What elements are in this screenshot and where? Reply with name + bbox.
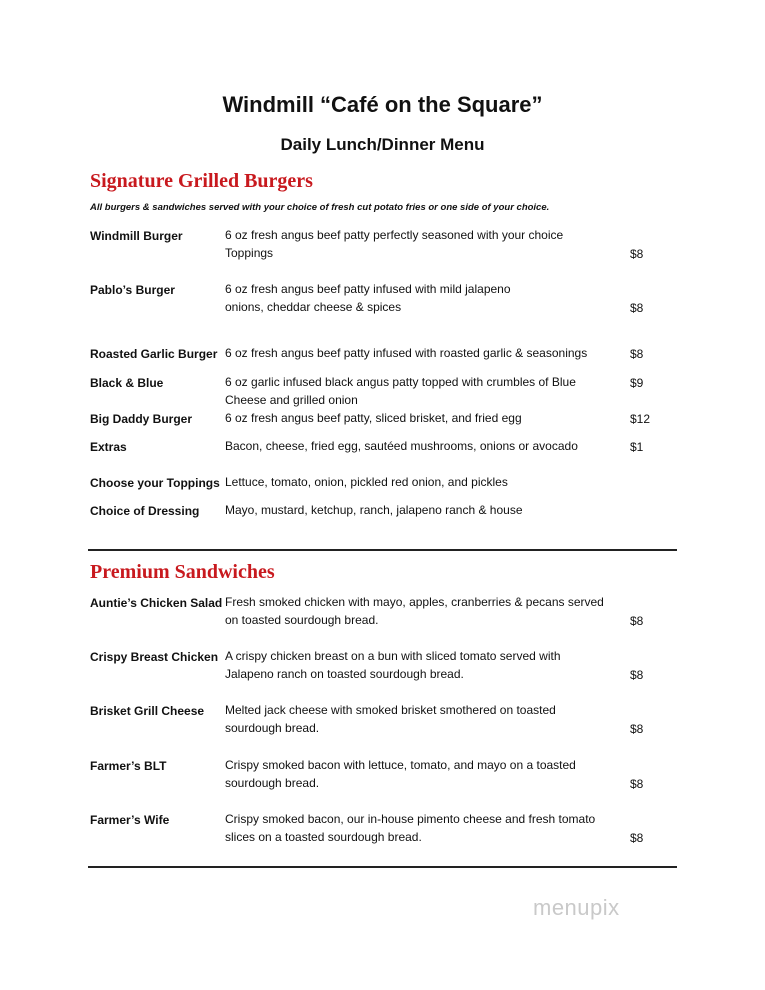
- menu-item-name: Roasted Garlic Burger: [90, 347, 218, 361]
- menu-item-description: 6 oz fresh angus beef patty perfectly seasoned with your choice Toppings: [225, 228, 564, 260]
- menu-item-description: 6 oz fresh angus beef patty infused with roasted garlic & seasonings: [225, 346, 588, 360]
- menu-item-name: Black & Blue: [90, 376, 164, 390]
- burgers-note: All burgers & sandwiches served with your choice of fresh cut potato fries or one side of your choice.: [90, 202, 550, 213]
- menu-item-price: $8: [630, 668, 644, 682]
- menu-item-name: Extras: [90, 440, 127, 454]
- menu-item-price: $9: [630, 376, 644, 390]
- menu-item-description: Bacon, cheese, fried egg, sautéed mushrooms, onions or avocado: [225, 439, 578, 453]
- menu-item-price: $8: [630, 831, 644, 845]
- section-divider: [88, 549, 677, 551]
- menu-item-description: Fresh smoked chicken with mayo, apples, cranberries & pecans served on toasted sourdough bread.: [225, 595, 604, 627]
- menu-item-name: Pablo’s Burger: [90, 283, 175, 297]
- menu-item-description: 6 oz fresh angus beef patty, sliced brisket, and fried egg: [225, 411, 522, 425]
- menu-item-description: A crispy chicken breast on a bun with sliced tomato served with Jalapeno ranch on toasted sourdough bread.: [225, 649, 561, 681]
- menu-item-name: Windmill Burger: [90, 229, 183, 243]
- menu-item-name: Farmer’s Wife: [90, 813, 170, 827]
- toppings-label: Choose your Toppings: [90, 476, 220, 490]
- menu-item-name: Crispy Breast Chicken: [90, 650, 219, 664]
- menu-item-price: $1: [630, 440, 644, 454]
- menu-item-description: Crispy smoked bacon, our in-house pimento cheese and fresh tomato slices on a toasted sourdough bread.: [225, 812, 596, 844]
- menu-item-price: $8: [630, 722, 644, 736]
- section-divider: [88, 866, 677, 868]
- menu-item-price: $12: [630, 412, 651, 426]
- sandwiches-heading: Premium Sandwiches: [90, 561, 275, 583]
- menu-item-name: Auntie’s Chicken Salad: [90, 596, 223, 610]
- menu-item-description: 6 oz garlic infused black angus patty topped with crumbles of Blue Cheese and grilled onion: [225, 375, 576, 407]
- menu-item-description: 6 oz fresh angus beef patty infused with mild jalapeno onions, cheddar cheese & spices: [225, 282, 511, 314]
- dressing-label: Choice of Dressing: [90, 504, 200, 518]
- burgers-heading: Signature Grilled Burgers: [90, 170, 313, 192]
- menu-item-name: Brisket Grill Cheese: [90, 704, 205, 718]
- menu-item-price: $8: [630, 247, 644, 261]
- page-title: Windmill “Café on the Square”: [222, 92, 543, 117]
- menu-item-price: $8: [630, 777, 644, 791]
- menu-item-description: Crispy smoked bacon with lettuce, tomato, and mayo on a toasted sourdough bread.: [225, 758, 576, 790]
- menu-item-description: Melted jack cheese with smoked brisket smothered on toasted sourdough bread.: [225, 703, 556, 735]
- menu-item-price: $8: [630, 301, 644, 315]
- menu-item-price: $8: [630, 614, 644, 628]
- watermark-logo: menupix: [533, 895, 620, 920]
- menu-item-name: Farmer’s BLT: [90, 759, 167, 773]
- dressing-value: Mayo, mustard, ketchup, ranch, jalapeno ranch & house: [225, 503, 523, 517]
- menu-item-price: $8: [630, 347, 644, 361]
- toppings-value: Lettuce, tomato, onion, pickled red onion, and pickles: [225, 475, 508, 489]
- page-subtitle: Daily Lunch/Dinner Menu: [280, 135, 485, 154]
- menu-item-name: Big Daddy Burger: [90, 412, 193, 426]
